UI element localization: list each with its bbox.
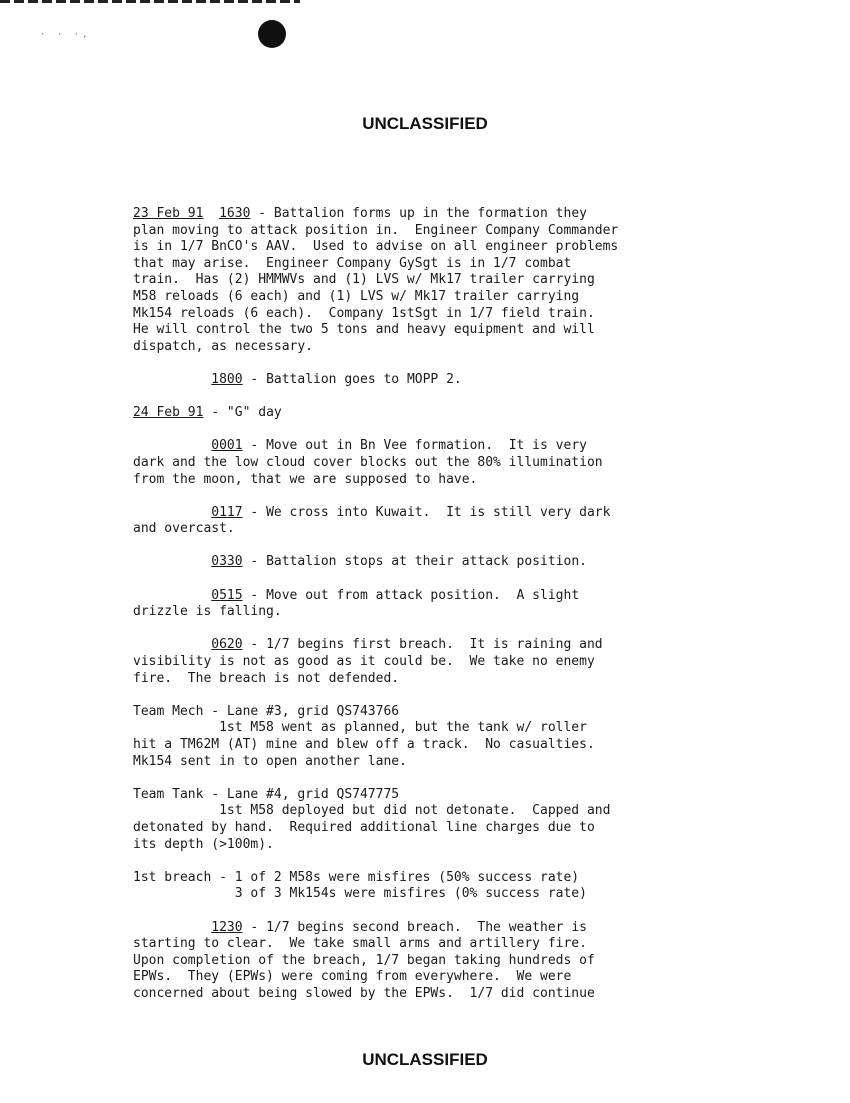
entry-1800 — [133, 372, 773, 389]
entry-1230 — [133, 920, 773, 1003]
classification-footer: UNCLASSIFIED — [362, 1050, 488, 1069]
entry-text: - Move out in Bn Vee formation. It is very — [242, 438, 587, 454]
entry-time: 1800 — [211, 371, 243, 387]
entry-time: 0515 — [211, 587, 243, 603]
punch-hole — [258, 20, 286, 48]
team-mech-paragraph: Team Mech - Lane #3, grid QS743766 1st M58 went as planned, but the tank w/ roller hit a TM62M (AT) mine and blew off a track. No casualties. Mk154 sent in to open another lane. — [133, 703, 595, 769]
entry-text: drizzle is falling. — [133, 604, 282, 620]
entry-text: dark and the low cloud cover blocks out the 80% illumination from the moon, that we are supposed to have. — [133, 454, 603, 487]
entry-text: - Battalion stops at their attack position. — [242, 554, 587, 570]
entry-text: - Battalion forms up in the formation they — [250, 206, 587, 221]
entry-time: 0001 — [211, 438, 243, 454]
entry-text: - 1/7 begins first breach. It is raining and — [242, 637, 603, 653]
entry-date: 24 Feb 91 — [133, 405, 204, 421]
entry-text: starting to clear. We take small arms and artillery fire. Upon completion of the breach, 1/7 began taking hundreds of EPWs. They (EPWs) were coming from everywhere. We were concerned about being slowed by the EPWs. 1/7 did continue — [133, 936, 595, 1001]
entry-0515 — [133, 588, 773, 621]
entry-date: 23 Feb 91 — [133, 206, 204, 221]
entry-text: - We cross into Kuwait. It is still very dark — [242, 504, 611, 520]
scan-specks: · · ·, — [40, 30, 91, 40]
team-tank-paragraph: Team Tank - Lane #4, grid QS747775 1st M58 deployed but did not detonate. Capped and detonated by hand. Required additional line charges due to its depth (>100m). — [133, 786, 611, 852]
entry-text: - Move out from attack position. A slight — [242, 587, 580, 603]
entry-text: - "G" day — [203, 405, 282, 421]
entry-0001 — [133, 438, 773, 488]
first-breach-summary: 1st breach - 1 of 2 M58s were misfires (50% success rate) 3 of 3 Mk154s were misfires (0% success rate) — [133, 869, 587, 902]
entry-text: - 1/7 begins second breach. The weather is — [242, 919, 587, 935]
document-body — [133, 206, 773, 1019]
entry-text: visibility is not as good as it could be. We take no enemy fire. The breach is not defended. — [133, 654, 595, 686]
entry-time: 1230 — [211, 919, 243, 935]
entry-0620 — [133, 637, 773, 687]
entry-time: 1630 — [219, 206, 251, 221]
classification-header: UNCLASSIFIED — [362, 114, 488, 133]
entry-time: 0330 — [211, 554, 243, 570]
entry-text: plan moving to attack position in. Engineer Company Commander is in 1/7 BnCO's AAV. Used to advise on all engineer problems that may arise. Engineer Company GySgt is in 1/7 combat train. Has (2) HMMWVs and (1) LVS w/ Mk17 trailer carrying M58 reloads (6 each) and (1) LVS w/ Mk17 trailer carrying Mk154 reloads (6 each). Company 1stSgt in 1/7 field train. He will control the two 5 tons and heavy equipment and will dispatch, as necessary. — [133, 222, 619, 354]
entry-time: 0620 — [211, 637, 243, 653]
entry-text: and overcast. — [133, 521, 235, 537]
entry-0117 — [133, 505, 773, 538]
entry-23feb-1630 — [133, 206, 773, 355]
scan-top-rule — [0, 0, 300, 3]
entry-0330 — [133, 554, 773, 571]
entry-24feb — [133, 405, 773, 422]
entry-text: - Battalion goes to MOPP 2. — [242, 371, 462, 387]
entry-time: 0117 — [211, 504, 243, 520]
